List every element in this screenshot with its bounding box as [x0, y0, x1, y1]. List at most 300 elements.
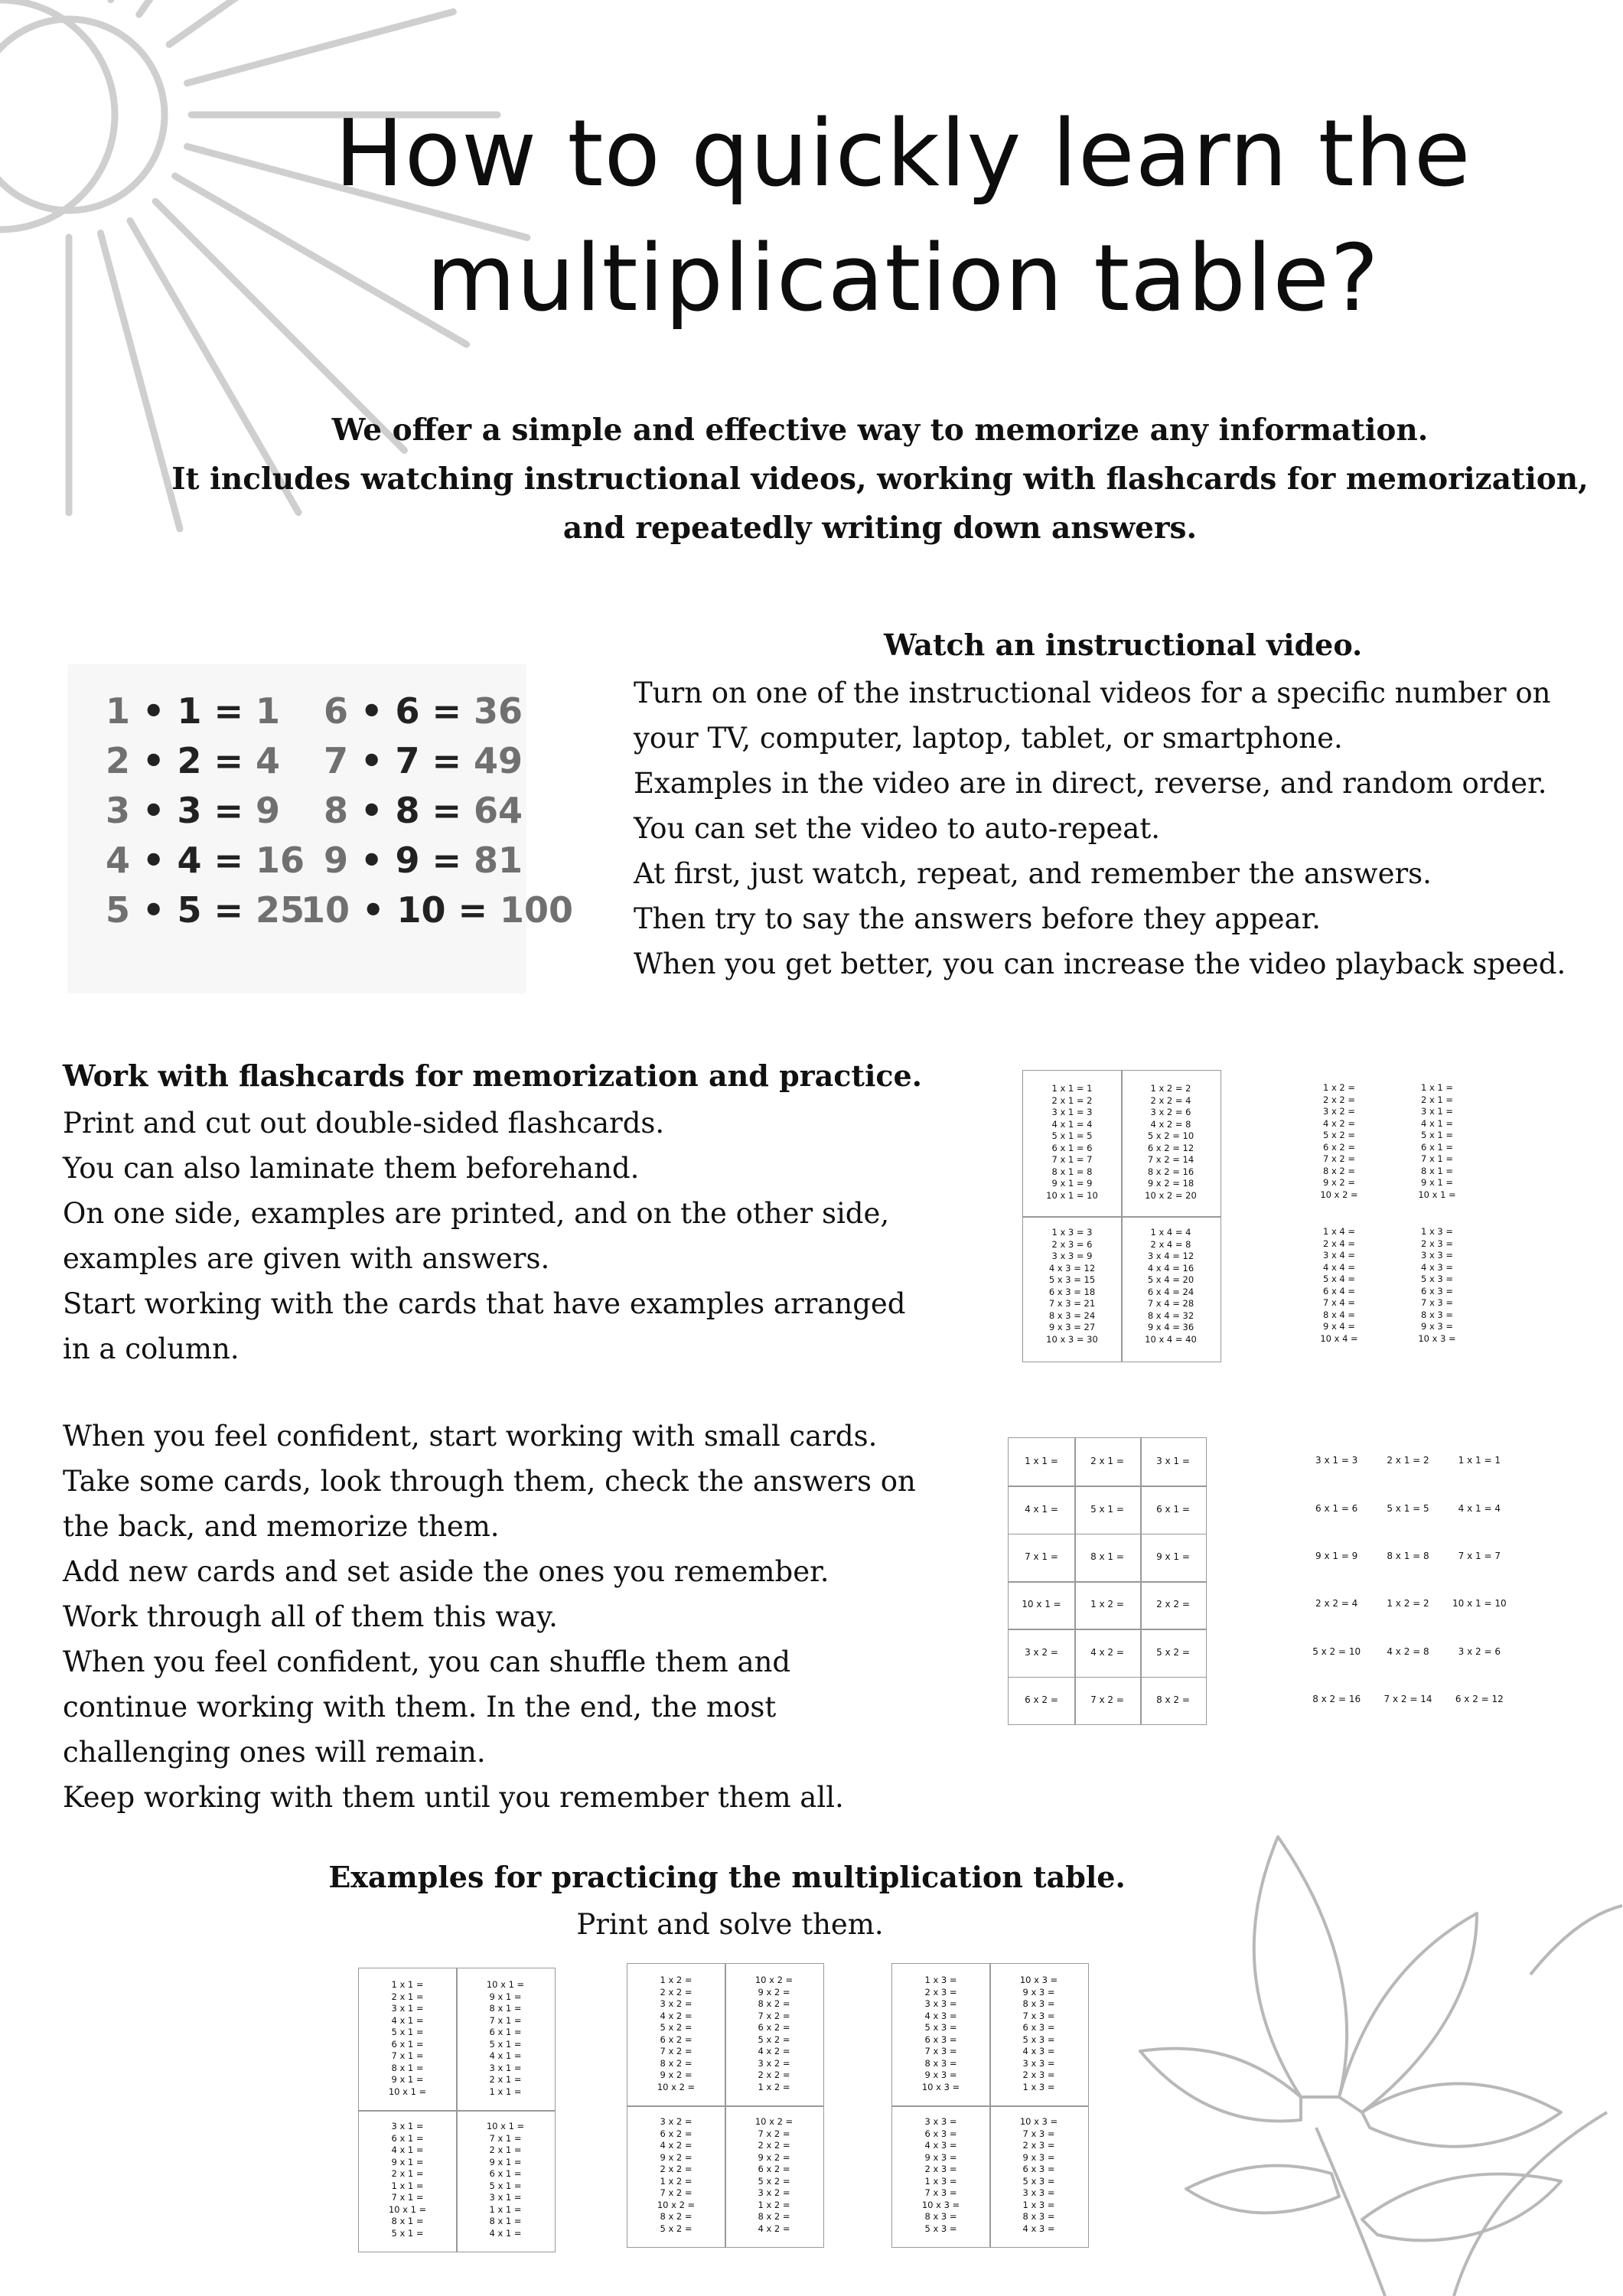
equation: 3 x 1 = — [489, 2062, 522, 2073]
square-result: 9 — [256, 790, 281, 831]
video-line: your TV, computer, laptop, tablet, or smartphone. — [634, 722, 1343, 755]
equation-column — [990, 1975, 1087, 2093]
equation: 9 x 4 = — [1322, 1321, 1356, 1332]
equation: 10 x 1 = — [388, 2203, 427, 2215]
equation: 4 x 1 = — [489, 2227, 522, 2239]
factor-b: 2 — [177, 740, 202, 781]
small-card-back: 1 x 2 = 2 — [1387, 1598, 1429, 1609]
equation: 8 x 3 = — [1022, 2211, 1055, 2222]
equation: 9 x 2 = — [660, 2069, 693, 2080]
equation: 4 x 2 = — [660, 2010, 693, 2021]
small-card-front: 1 x 1 = — [1025, 1456, 1058, 1467]
small-card-back: 3 x 2 = 6 — [1458, 1645, 1501, 1657]
equation: 8 x 1 = — [391, 2062, 424, 2073]
equation: 1 x 2 = — [660, 1975, 693, 1985]
equation: 8 x 1 = — [1420, 1165, 1454, 1176]
equation: 4 x 3 = — [1420, 1261, 1454, 1273]
equation-column — [359, 2121, 456, 2239]
equation: 4 x 2 = — [1322, 1117, 1356, 1129]
small-card-front: 7 x 1 = — [1025, 1551, 1058, 1562]
equation: 7 x 3 = 21 — [1048, 1298, 1096, 1309]
equation: 6 x 1 = — [391, 2132, 424, 2144]
equation: 6 x 4 = — [1322, 1285, 1356, 1296]
equation: 1 x 2 = — [758, 2081, 790, 2092]
equation: 4 x 2 = — [758, 2223, 790, 2234]
equation: 6 x 2 = — [1322, 1141, 1356, 1153]
video-line: Turn on one of the instructional videos for a specific number on — [634, 677, 1551, 709]
factor-b: 4 — [177, 840, 202, 881]
equation: 7 x 1 = — [1420, 1153, 1454, 1164]
square-result: 49 — [474, 740, 523, 781]
equation: 7 x 2 = — [1322, 1153, 1356, 1164]
small-cards-line: When you feel confident, you can shuffle them and — [63, 1645, 791, 1678]
equation: 6 x 3 = — [924, 2033, 957, 2045]
equation: 2 x 2 = — [758, 2069, 790, 2080]
dot-sign: • — [130, 690, 178, 732]
equation: 9 x 3 = — [924, 2151, 957, 2163]
dot-sign: • — [130, 840, 178, 881]
squares-table — [67, 664, 574, 993]
equation-column — [725, 2116, 823, 2235]
equation: 6 x 2 = — [660, 2033, 693, 2045]
equation: 10 x 2 = 20 — [1145, 1189, 1197, 1201]
equation: 5 x 3 = 15 — [1048, 1274, 1096, 1285]
equation: 7 x 2 = — [660, 2046, 693, 2056]
equation: 2 x 1 = — [1420, 1094, 1454, 1105]
equation: 10 x 3 = — [1019, 2116, 1058, 2127]
small-cards-line: Take some cards, look through them, check the answers on — [63, 1465, 916, 1498]
equation: 9 x 2 = — [758, 2151, 790, 2163]
small-cards-line: continue working with them. In the end, the most — [63, 1691, 777, 1724]
equation: 9 x 2 = 18 — [1147, 1178, 1194, 1189]
equation-column — [990, 2116, 1087, 2235]
equation-column — [627, 2116, 725, 2235]
equation: 5 x 3 = — [1420, 1274, 1454, 1284]
small-card-front: 3 x 2 = — [1025, 1646, 1058, 1658]
equation: 6 x 3 = — [1022, 2022, 1055, 2033]
equation: 2 x 3 = — [924, 2164, 957, 2174]
small-card-back: 3 x 1 = 3 — [1315, 1455, 1358, 1466]
worksheet-2 — [627, 1963, 824, 2248]
equals-sign: = — [419, 690, 474, 732]
equation: 5 x 1 = 5 — [1051, 1130, 1093, 1141]
equation: 7 x 1 = — [489, 2132, 522, 2144]
square-result: 4 — [256, 740, 281, 781]
equation: 5 x 1 = — [391, 2027, 424, 2037]
equals-sign: = — [201, 690, 256, 732]
dot-sign: • — [348, 740, 396, 781]
equation: 2 x 2 = — [660, 1986, 693, 1998]
small-cards-back-sheet — [1301, 1437, 1515, 1724]
square-fact — [301, 889, 573, 931]
equation: 2 x 3 = — [1022, 2140, 1055, 2151]
equation-column — [457, 2121, 554, 2239]
square-result: 64 — [474, 790, 523, 831]
equation: 1 x 3 = 3 — [1051, 1227, 1093, 1238]
equation: 10 x 2 = — [657, 2081, 696, 2092]
equation: 4 x 4 = 16 — [1147, 1262, 1194, 1274]
equation: 3 x 1 = — [1420, 1106, 1454, 1117]
equation: 9 x 3 = — [924, 2069, 957, 2080]
equation: 4 x 2 = — [758, 2046, 790, 2056]
equation: 5 x 2 = — [660, 2022, 693, 2033]
equation: 6 x 4 = 24 — [1147, 1286, 1194, 1297]
equation: 10 x 3 = — [921, 2199, 960, 2210]
small-card-back: 5 x 2 = 10 — [1312, 1645, 1361, 1657]
square-result: 36 — [474, 690, 523, 732]
equation: 6 x 2 = — [660, 2128, 693, 2139]
small-card-back: 6 x 2 = 12 — [1455, 1693, 1504, 1704]
equation: 1 x 4 = — [1322, 1226, 1356, 1237]
equation: 9 x 1 = — [391, 2156, 424, 2167]
equation: 10 x 1 = — [486, 1979, 525, 1990]
factor-a: 3 — [106, 790, 131, 831]
equation: 10 x 4 = — [1320, 1332, 1358, 1344]
equation: 4 x 2 = 8 — [1150, 1118, 1191, 1130]
equation: 10 x 1 = — [1418, 1189, 1456, 1200]
small-card-back: 1 x 1 = 1 — [1458, 1455, 1501, 1466]
video-line: Then try to say the answers before they appear. — [634, 902, 1321, 935]
equation-column — [1293, 1226, 1385, 1345]
small-card-back: 7 x 2 = 14 — [1383, 1693, 1432, 1704]
equation: 6 x 3 = — [924, 2128, 957, 2139]
equation: 9 x 1 = — [489, 2156, 522, 2167]
small-card-front: 5 x 1 = — [1090, 1503, 1124, 1515]
equation: 6 x 2 = 12 — [1147, 1142, 1194, 1153]
sun-ray — [169, 0, 332, 44]
equation: 4 x 3 = — [924, 2010, 957, 2021]
equation: 4 x 3 = — [924, 2140, 957, 2151]
dot-sign: • — [130, 790, 178, 831]
equation: 6 x 3 = — [1420, 1285, 1454, 1296]
video-line: You can set the video to auto-repeat. — [634, 812, 1160, 845]
equation: 7 x 2 = — [660, 2187, 693, 2198]
small-card-front: 2 x 2 = — [1156, 1599, 1190, 1610]
equation: 6 x 1 = — [1420, 1141, 1454, 1153]
equation: 6 x 1 = 6 — [1051, 1142, 1093, 1153]
flashcards-instructions — [63, 1101, 950, 1371]
equation: 1 x 1 = 1 — [1051, 1083, 1093, 1094]
equation: 3 x 4 = 12 — [1147, 1251, 1194, 1261]
equation: 8 x 1 = — [391, 2216, 424, 2226]
equation: 2 x 1 = — [489, 2074, 522, 2085]
equation: 7 x 2 = — [758, 2128, 790, 2139]
equation: 4 x 4 = — [1322, 1261, 1356, 1273]
dot-sign: • — [348, 790, 396, 831]
equation: 8 x 3 = — [1022, 1998, 1055, 2009]
equation: 4 x 1 = — [1420, 1117, 1454, 1129]
video-line: When you get better, you can increase the video playback speed. — [634, 947, 1566, 980]
equation-column — [1293, 1082, 1385, 1201]
worksheet-1 — [358, 1968, 556, 2252]
equation: 6 x 2 = — [758, 2022, 790, 2033]
equation: 7 x 2 = — [758, 2010, 790, 2021]
equation: 8 x 4 = 32 — [1147, 1309, 1194, 1321]
factor-b: 5 — [177, 889, 202, 931]
square-fact — [324, 790, 523, 831]
equation: 1 x 3 = — [1022, 2081, 1055, 2092]
square-result: 100 — [500, 889, 574, 931]
equation: 1 x 2 = — [758, 2199, 790, 2210]
small-card-front: 6 x 2 = — [1025, 1694, 1058, 1705]
video-line: At first, just watch, repeat, and remember the answers. — [634, 857, 1432, 890]
equation: 1 x 1 = — [391, 1979, 424, 1990]
flashcards-heading: Work with flashcards for memorization and practice. — [63, 1058, 922, 1093]
square-fact — [106, 740, 280, 781]
square-result: 25 — [256, 889, 305, 931]
equation: 6 x 1 = — [489, 2027, 522, 2037]
equation: 10 x 1 = — [388, 2086, 427, 2097]
factor-b: 9 — [395, 840, 420, 881]
equation: 5 x 3 = — [924, 2223, 957, 2234]
equation: 2 x 3 = — [924, 1986, 957, 1998]
equation-column — [457, 1979, 554, 2098]
small-cards-line: challenging ones will remain. — [63, 1736, 486, 1769]
small-cards-line: Keep working with them until you remember them all. — [63, 1781, 844, 1814]
equation: 7 x 4 = 28 — [1147, 1298, 1194, 1309]
intro-line-1: We offer a simple and effective way to memorize any information. — [331, 413, 1429, 448]
equation: 8 x 2 = — [758, 1998, 790, 2009]
video-line: Examples in the video are in direct, reverse, and random order. — [634, 767, 1547, 800]
video-instructions — [634, 670, 1590, 987]
small-card-back: 8 x 1 = 8 — [1387, 1550, 1429, 1561]
small-card-front: 3 x 1 = — [1156, 1456, 1190, 1467]
factor-a: 8 — [324, 790, 349, 831]
equals-sign: = — [201, 889, 256, 931]
equation: 2 x 2 = 4 — [1150, 1094, 1191, 1106]
equation: 1 x 3 = — [1420, 1226, 1454, 1237]
square-fact — [106, 889, 305, 931]
equation: 3 x 3 = — [924, 2116, 957, 2127]
factor-a: 5 — [106, 889, 131, 931]
equation: 3 x 2 = — [660, 1998, 693, 2009]
intro-line-3: and repeatedly writing down answers. — [562, 510, 1198, 546]
equation: 3 x 2 = — [660, 2116, 693, 2127]
equation: 8 x 3 = — [924, 2057, 957, 2069]
small-card-back: 10 x 1 = 10 — [1452, 1598, 1507, 1609]
equals-sign: = — [445, 889, 500, 931]
equation: 5 x 2 = 10 — [1147, 1130, 1194, 1141]
equation: 3 x 1 = 3 — [1051, 1107, 1093, 1117]
small-card-front: 6 x 1 = — [1156, 1503, 1190, 1515]
equation-column — [892, 1975, 989, 2093]
equation: 7 x 3 = — [1022, 2010, 1055, 2021]
equation: 7 x 1 = — [489, 2014, 522, 2026]
small-card-back: 6 x 1 = 6 — [1315, 1502, 1358, 1514]
equation: 4 x 2 = — [660, 2140, 693, 2151]
factor-b: 10 — [396, 889, 446, 931]
factor-a: 10 — [301, 889, 350, 931]
equation: 1 x 3 = — [924, 1975, 957, 1985]
small-card-front: 8 x 1 = — [1090, 1551, 1124, 1562]
small-card-back: 2 x 1 = 2 — [1387, 1455, 1429, 1466]
equation: 5 x 4 = 20 — [1147, 1274, 1194, 1285]
dot-sign: • — [130, 889, 178, 931]
equation: 7 x 3 = — [924, 2046, 957, 2056]
equation: 9 x 1 = — [391, 2074, 424, 2085]
equation: 10 x 2 = — [1320, 1189, 1358, 1200]
equation: 3 x 1 = — [489, 2192, 522, 2203]
equation: 8 x 1 = — [489, 2216, 522, 2226]
equation: 3 x 3 = — [1022, 2057, 1055, 2069]
equation: 2 x 4 = 8 — [1150, 1238, 1191, 1250]
equation: 3 x 2 = — [758, 2057, 790, 2069]
equation: 5 x 4 = — [1322, 1274, 1356, 1284]
equation: 7 x 3 = — [924, 2187, 957, 2198]
small-card-front: 7 x 2 = — [1090, 1694, 1124, 1705]
equation: 9 x 1 = 9 — [1051, 1178, 1093, 1189]
page-title-line-1: How to quickly learn the — [334, 101, 1471, 207]
equals-sign: = — [419, 840, 474, 881]
equation: 2 x 3 = — [1022, 2069, 1055, 2080]
factor-a: 9 — [324, 840, 349, 881]
equation: 1 x 2 = 2 — [1150, 1083, 1191, 1094]
equation: 2 x 1 = — [391, 1991, 424, 2002]
equation: 1 x 1 = — [391, 2180, 424, 2191]
small-card-back: 4 x 2 = 8 — [1387, 1645, 1429, 1657]
equation-column — [1122, 1227, 1220, 1345]
equation: 2 x 1 = 2 — [1051, 1094, 1093, 1106]
equation: 5 x 1 = — [489, 2180, 522, 2191]
factor-b: 8 — [395, 790, 420, 831]
video-heading: Watch an instructional video. — [884, 628, 1363, 662]
equation: 10 x 3 = — [1019, 1975, 1058, 1985]
equals-sign: = — [201, 790, 256, 831]
equation: 7 x 3 = — [1420, 1297, 1454, 1308]
small-card-back: 8 x 2 = 16 — [1312, 1693, 1361, 1704]
equation: 2 x 1 = — [489, 2144, 522, 2155]
equation: 3 x 2 = — [1322, 1106, 1356, 1117]
equation: 3 x 2 = — [758, 2187, 790, 2198]
equals-sign: = — [419, 740, 474, 781]
small-cards-line: Work through all of them this way. — [63, 1600, 558, 1633]
factor-b: 7 — [395, 740, 420, 781]
equation: 4 x 1 = 4 — [1051, 1118, 1093, 1130]
equation: 1 x 1 = — [489, 2086, 522, 2097]
square-fact — [324, 840, 523, 881]
equation: 8 x 2 = — [1322, 1165, 1356, 1176]
equals-sign: = — [201, 840, 256, 881]
equation: 8 x 1 = 8 — [1051, 1166, 1093, 1177]
equation: 5 x 2 = — [758, 2033, 790, 2045]
equation: 2 x 1 = — [391, 2168, 424, 2179]
square-result: 1 — [256, 690, 281, 732]
equation: 6 x 1 = — [489, 2168, 522, 2179]
equation: 1 x 4 = 4 — [1150, 1227, 1191, 1238]
equation: 6 x 3 = — [1022, 2164, 1055, 2174]
equation: 2 x 2 = — [758, 2140, 790, 2151]
equation: 9 x 3 = — [1420, 1321, 1454, 1332]
sun-ray — [187, 11, 454, 83]
small-card-front: 4 x 2 = — [1090, 1646, 1124, 1658]
equation: 9 x 4 = 36 — [1147, 1322, 1194, 1332]
equation: 3 x 3 = — [1420, 1250, 1454, 1261]
factor-a: 1 — [106, 690, 131, 732]
small-card-front: 4 x 1 = — [1025, 1503, 1058, 1515]
equation: 6 x 3 = 18 — [1048, 1286, 1096, 1297]
small-card-back: 7 x 1 = 7 — [1458, 1550, 1501, 1561]
small-card-back: 4 x 1 = 4 — [1458, 1502, 1501, 1514]
square-fact — [324, 740, 523, 781]
equation: 8 x 2 = — [758, 2211, 790, 2222]
equation: 10 x 3 = — [921, 2081, 960, 2092]
flashcards-line: examples are given with answers. — [63, 1242, 550, 1275]
equation: 5 x 1 = — [489, 2038, 522, 2050]
equation: 8 x 3 = 24 — [1048, 1309, 1096, 1321]
equation: 10 x 2 = — [754, 1975, 794, 1985]
equation: 6 x 1 = — [391, 2038, 424, 2050]
equation: 1 x 2 = — [660, 2175, 693, 2187]
equals-sign: = — [419, 790, 474, 831]
equation: 8 x 2 = — [660, 2211, 693, 2222]
small-card-back: 9 x 1 = 9 — [1315, 1550, 1358, 1561]
equation: 5 x 2 = — [758, 2175, 790, 2187]
intro-text — [153, 406, 1607, 553]
equation: 7 x 2 = 14 — [1147, 1154, 1194, 1165]
small-card-front: 1 x 2 = — [1090, 1599, 1124, 1610]
equation: 1 x 3 = — [1022, 2199, 1055, 2210]
equation-column — [1023, 1083, 1121, 1202]
equation: 5 x 2 = — [660, 2223, 693, 2234]
equation: 3 x 1 = — [391, 2003, 424, 2014]
examples-subheading: Print and solve them. — [576, 1908, 884, 1941]
equation: 9 x 1 = — [489, 1991, 522, 2002]
equation: 5 x 3 = — [1022, 2175, 1055, 2187]
factor-b: 6 — [395, 690, 420, 732]
equation: 3 x 4 = — [1322, 1250, 1356, 1261]
intro-line-2: It includes watching instructional videos, working with flashcards for memorization, — [171, 461, 1589, 497]
equation: 10 x 1 = — [486, 2121, 525, 2131]
dot-sign: • — [350, 889, 397, 931]
small-card-back: 2 x 2 = 4 — [1315, 1598, 1358, 1609]
equation: 3 x 3 = 9 — [1051, 1251, 1093, 1261]
factor-b: 3 — [177, 790, 202, 831]
equation: 9 x 3 = — [1022, 2151, 1055, 2163]
factor-a: 6 — [324, 690, 349, 732]
small-card-front: 2 x 1 = — [1090, 1456, 1124, 1467]
factor-a: 7 — [324, 740, 349, 781]
equation: 8 x 4 = — [1322, 1309, 1356, 1320]
equation: 8 x 3 = — [1420, 1309, 1454, 1320]
equation: 5 x 3 = — [924, 2022, 957, 2033]
equation: 9 x 3 = — [1022, 1986, 1055, 1998]
page-title-line-2: multiplication table? — [426, 226, 1380, 332]
equation: 10 x 3 = — [1418, 1332, 1456, 1344]
equation: 10 x 4 = 40 — [1145, 1333, 1197, 1345]
equation: 8 x 3 = — [924, 2211, 957, 2222]
square-fact — [324, 690, 523, 732]
square-result: 16 — [256, 840, 305, 881]
equation: 2 x 2 = — [660, 2164, 693, 2174]
equation: 8 x 2 = — [660, 2057, 693, 2069]
equation: 5 x 1 = — [1420, 1130, 1454, 1140]
small-cards-instructions — [63, 1414, 950, 1820]
equation: 1 x 3 = — [924, 2175, 957, 2187]
equation: 2 x 3 = — [1420, 1238, 1454, 1249]
equation-column — [725, 1975, 823, 2093]
equation: 5 x 1 = — [391, 2227, 424, 2239]
equation: 4 x 1 = — [489, 2050, 522, 2061]
dot-sign: • — [130, 740, 178, 781]
flashcards-line: Print and cut out double-sided flashcards. — [63, 1107, 665, 1140]
flashcards-line: On one side, examples are printed, and on the other side, — [63, 1197, 890, 1230]
equation: 10 x 3 = 30 — [1046, 1333, 1098, 1345]
equation: 1 x 1 = — [1420, 1082, 1454, 1093]
equation: 5 x 2 = — [1322, 1130, 1356, 1140]
dot-sign: • — [348, 690, 396, 732]
equation: 4 x 3 = — [1022, 2046, 1055, 2056]
square-result: 81 — [474, 840, 523, 881]
